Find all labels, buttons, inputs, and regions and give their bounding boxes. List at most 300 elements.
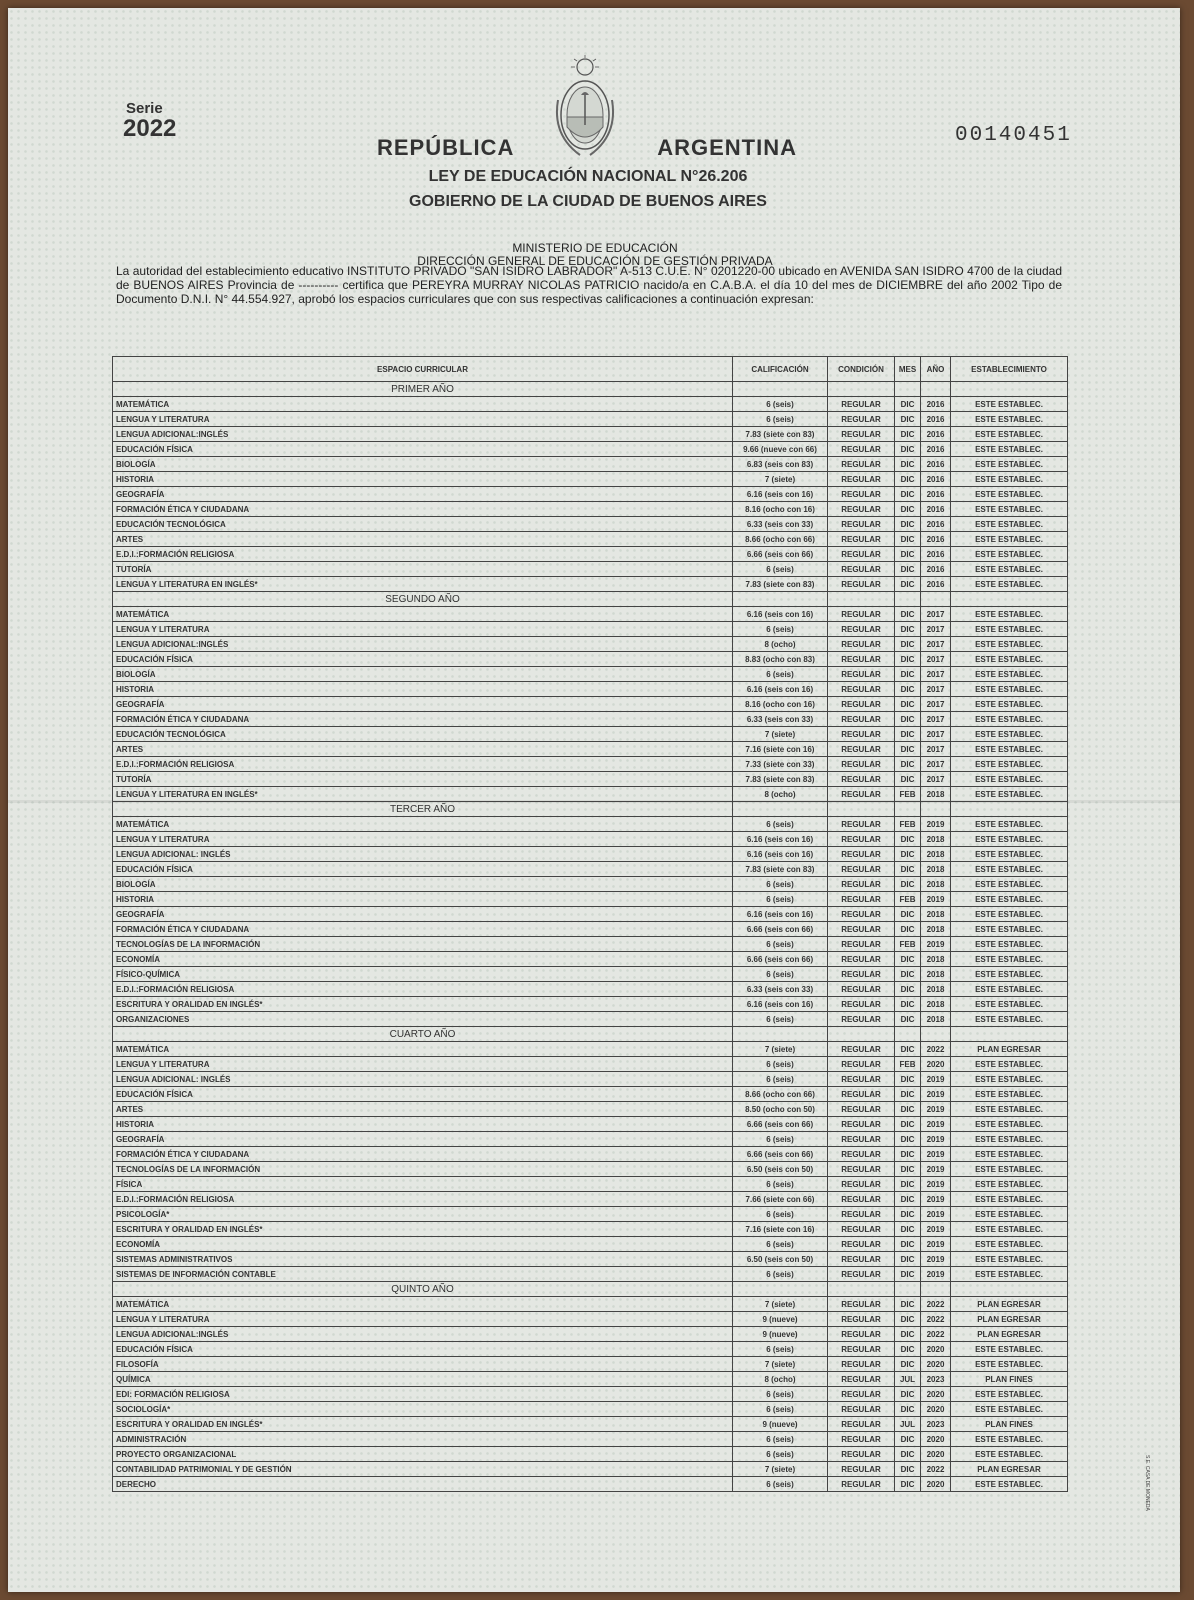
table-row xyxy=(113,1162,1068,1177)
series-label: Serie xyxy=(126,100,163,117)
table-row xyxy=(113,892,1068,907)
subject-cell: ADMINISTRACIÓN xyxy=(113,1432,733,1447)
year-cell: 2017 xyxy=(921,667,951,682)
subject-cell: FILOSOFÍA xyxy=(113,1357,733,1372)
condition-cell: REGULAR xyxy=(828,1162,895,1177)
year-cell: 2018 xyxy=(921,997,951,1012)
grade-cell: 6 (seis) xyxy=(733,1387,828,1402)
year-cell: 2019 xyxy=(921,1087,951,1102)
year-cell: 2016 xyxy=(921,517,951,532)
table-row xyxy=(113,1087,1068,1102)
empty-cell xyxy=(733,802,828,817)
subject-cell: LENGUA ADICIONAL:INGLÉS xyxy=(113,427,733,442)
condition-cell: REGULAR xyxy=(828,922,895,937)
table-row xyxy=(113,832,1068,847)
month-cell: FEB xyxy=(895,817,921,832)
grade-cell: 6.16 (seis con 16) xyxy=(733,832,828,847)
condition-cell: REGULAR xyxy=(828,622,895,637)
year-cell: 2016 xyxy=(921,532,951,547)
grade-cell: 7.83 (siete con 83) xyxy=(733,862,828,877)
subject-cell: BIOLOGÍA xyxy=(113,667,733,682)
subject-cell: HISTORIA xyxy=(113,892,733,907)
month-cell: DIC xyxy=(895,457,921,472)
establishment-cell: ESTE ESTABLEC. xyxy=(951,742,1068,757)
grade-cell: 7.83 (siete con 83) xyxy=(733,772,828,787)
month-cell: DIC xyxy=(895,1447,921,1462)
establishment-cell: ESTE ESTABLEC. xyxy=(951,1402,1068,1417)
condition-cell: REGULAR xyxy=(828,682,895,697)
condition-cell: REGULAR xyxy=(828,1357,895,1372)
establishment-cell: ESTE ESTABLEC. xyxy=(951,697,1068,712)
condition-cell: REGULAR xyxy=(828,1222,895,1237)
table-row xyxy=(113,1477,1068,1492)
establishment-cell: ESTE ESTABLEC. xyxy=(951,682,1068,697)
establishment-cell: ESTE ESTABLEC. xyxy=(951,922,1068,937)
year-title: SEGUNDO AÑO xyxy=(113,592,733,607)
subject-cell: LENGUA ADICIONAL: INGLÉS xyxy=(113,847,733,862)
grade-cell: 6 (seis) xyxy=(733,1267,828,1282)
month-cell: DIC xyxy=(895,1462,921,1477)
condition-cell: REGULAR xyxy=(828,1387,895,1402)
condition-cell: REGULAR xyxy=(828,412,895,427)
establishment-cell: ESTE ESTABLEC. xyxy=(951,712,1068,727)
subject-cell: LENGUA Y LITERATURA xyxy=(113,1312,733,1327)
grade-cell: 6 (seis) xyxy=(733,1477,828,1492)
grade-cell: 8.50 (ocho con 50) xyxy=(733,1102,828,1117)
grade-cell: 7 (siete) xyxy=(733,727,828,742)
grades-body xyxy=(113,382,1068,1492)
establishment-cell: ESTE ESTABLEC. xyxy=(951,997,1068,1012)
grade-cell: 8 (ocho) xyxy=(733,787,828,802)
subject-cell: LENGUA ADICIONAL:INGLÉS xyxy=(113,637,733,652)
condition-cell: REGULAR xyxy=(828,847,895,862)
establishment-cell: ESTE ESTABLEC. xyxy=(951,1387,1068,1402)
empty-cell xyxy=(921,382,951,397)
condition-cell: REGULAR xyxy=(828,757,895,772)
month-cell: DIC xyxy=(895,1132,921,1147)
establishment-cell: ESTE ESTABLEC. xyxy=(951,1132,1068,1147)
subject-cell: GEOGRAFÍA xyxy=(113,697,733,712)
establishment-cell: ESTE ESTABLEC. xyxy=(951,562,1068,577)
year-cell: 2022 xyxy=(921,1297,951,1312)
establishment-cell: PLAN FINES xyxy=(951,1417,1068,1432)
condition-cell: REGULAR xyxy=(828,1102,895,1117)
empty-cell xyxy=(951,1282,1068,1297)
year-cell: 2020 xyxy=(921,1432,951,1447)
table-row xyxy=(113,1327,1068,1342)
table-row xyxy=(113,757,1068,772)
condition-cell: REGULAR xyxy=(828,667,895,682)
year-cell: 2023 xyxy=(921,1372,951,1387)
month-cell: FEB xyxy=(895,892,921,907)
month-cell: DIC xyxy=(895,922,921,937)
empty-cell xyxy=(921,1027,951,1042)
year-section-row xyxy=(113,592,1068,607)
month-cell: FEB xyxy=(895,937,921,952)
table-row xyxy=(113,487,1068,502)
month-cell: DIC xyxy=(895,1402,921,1417)
establishment-cell: ESTE ESTABLEC. xyxy=(951,757,1068,772)
year-cell: 2019 xyxy=(921,937,951,952)
month-cell: DIC xyxy=(895,502,921,517)
grade-cell: 7.16 (siete con 16) xyxy=(733,1222,828,1237)
series-year: 2022 xyxy=(123,115,177,142)
table-row xyxy=(113,577,1068,592)
year-cell: 2016 xyxy=(921,427,951,442)
grade-cell: 7.33 (siete con 33) xyxy=(733,757,828,772)
subject-cell: TUTORÍA xyxy=(113,772,733,787)
month-cell: DIC xyxy=(895,967,921,982)
condition-cell: REGULAR xyxy=(828,1402,895,1417)
grade-cell: 7.16 (siete con 16) xyxy=(733,742,828,757)
subject-cell: EDUCACIÓN FÍSICA xyxy=(113,652,733,667)
condition-cell: REGULAR xyxy=(828,832,895,847)
year-cell: 2017 xyxy=(921,682,951,697)
month-cell: DIC xyxy=(895,1477,921,1492)
subject-cell: FORMACIÓN ÉTICA Y CIUDADANA xyxy=(113,502,733,517)
government-line: GOBIERNO DE LA CIUDAD DE BUENOS AIRES xyxy=(409,193,767,210)
month-cell: DIC xyxy=(895,517,921,532)
empty-cell xyxy=(828,592,895,607)
month-cell: DIC xyxy=(895,1072,921,1087)
establishment-cell: ESTE ESTABLEC. xyxy=(951,577,1068,592)
condition-cell: REGULAR xyxy=(828,727,895,742)
table-row xyxy=(113,1417,1068,1432)
month-cell: DIC xyxy=(895,742,921,757)
establishment-cell: ESTE ESTABLEC. xyxy=(951,532,1068,547)
table-row xyxy=(113,472,1068,487)
establishment-cell: ESTE ESTABLEC. xyxy=(951,487,1068,502)
empty-cell xyxy=(828,802,895,817)
grade-cell: 6 (seis) xyxy=(733,937,828,952)
table-row xyxy=(113,442,1068,457)
month-cell: DIC xyxy=(895,1102,921,1117)
establishment-cell: ESTE ESTABLEC. xyxy=(951,1357,1068,1372)
table-row xyxy=(113,1387,1068,1402)
year-cell: 2020 xyxy=(921,1402,951,1417)
establishment-cell: ESTE ESTABLEC. xyxy=(951,427,1068,442)
month-cell: DIC xyxy=(895,472,921,487)
empty-cell xyxy=(733,1282,828,1297)
year-cell: 2019 xyxy=(921,1162,951,1177)
subject-cell: ESCRITURA Y ORALIDAD EN INGLÉS* xyxy=(113,1222,733,1237)
condition-cell: REGULAR xyxy=(828,397,895,412)
subject-cell: HISTORIA xyxy=(113,472,733,487)
month-cell: DIC xyxy=(895,1207,921,1222)
establishment-cell: ESTE ESTABLEC. xyxy=(951,1012,1068,1027)
month-cell: DIC xyxy=(895,952,921,967)
subject-cell: SISTEMAS DE INFORMACIÓN CONTABLE xyxy=(113,1267,733,1282)
year-section-row xyxy=(113,1027,1068,1042)
grade-cell: 6 (seis) xyxy=(733,1402,828,1417)
grade-cell: 6 (seis) xyxy=(733,1342,828,1357)
condition-cell: REGULAR xyxy=(828,1207,895,1222)
establishment-cell: ESTE ESTABLEC. xyxy=(951,937,1068,952)
month-cell: DIC xyxy=(895,1147,921,1162)
empty-cell xyxy=(921,1282,951,1297)
establishment-cell: ESTE ESTABLEC. xyxy=(951,607,1068,622)
table-row xyxy=(113,1012,1068,1027)
condition-cell: REGULAR xyxy=(828,907,895,922)
grade-cell: 7 (siete) xyxy=(733,1042,828,1057)
grade-cell: 6.16 (seis con 16) xyxy=(733,607,828,622)
subject-cell: MATEMÁTICA xyxy=(113,397,733,412)
condition-cell: REGULAR xyxy=(828,1297,895,1312)
empty-cell xyxy=(733,382,828,397)
subject-cell: E.D.I.:FORMACIÓN RELIGIOSA xyxy=(113,757,733,772)
grades-table xyxy=(112,356,1068,1492)
year-cell: 2018 xyxy=(921,1012,951,1027)
empty-cell xyxy=(951,592,1068,607)
month-cell: DIC xyxy=(895,1192,921,1207)
month-cell: DIC xyxy=(895,667,921,682)
republic-title xyxy=(377,135,797,161)
grade-cell: 6 (seis) xyxy=(733,1012,828,1027)
subject-cell: FÍSICO-QUÍMICA xyxy=(113,967,733,982)
establishment-cell: ESTE ESTABLEC. xyxy=(951,772,1068,787)
grade-cell: 9 (nueve) xyxy=(733,1327,828,1342)
table-row xyxy=(113,1072,1068,1087)
table-row xyxy=(113,787,1068,802)
condition-cell: REGULAR xyxy=(828,442,895,457)
establishment-cell: ESTE ESTABLEC. xyxy=(951,847,1068,862)
grade-cell: 9 (nueve) xyxy=(733,1417,828,1432)
subject-cell: FORMACIÓN ÉTICA Y CIUDADANA xyxy=(113,922,733,937)
year-title: QUINTO AÑO xyxy=(113,1282,733,1297)
table-row xyxy=(113,1147,1068,1162)
subject-cell: TUTORÍA xyxy=(113,562,733,577)
condition-cell: REGULAR xyxy=(828,1087,895,1102)
establishment-cell: ESTE ESTABLEC. xyxy=(951,412,1068,427)
month-cell: DIC xyxy=(895,682,921,697)
condition-cell: REGULAR xyxy=(828,1372,895,1387)
grade-cell: 8.66 (ocho con 66) xyxy=(733,1087,828,1102)
grade-cell: 7 (siete) xyxy=(733,1357,828,1372)
law-line: LEY DE EDUCACIÓN NACIONAL N°26.206 xyxy=(428,168,748,185)
grade-cell: 6.66 (seis con 66) xyxy=(733,952,828,967)
grade-cell: 6 (seis) xyxy=(733,1432,828,1447)
establishment-cell: ESTE ESTABLEC. xyxy=(951,397,1068,412)
establishment-cell: PLAN EGRESAR xyxy=(951,1297,1068,1312)
grade-cell: 6 (seis) xyxy=(733,892,828,907)
subject-cell: LENGUA Y LITERATURA EN INGLÉS* xyxy=(113,787,733,802)
grade-cell: 6 (seis) xyxy=(733,817,828,832)
month-cell: DIC xyxy=(895,1252,921,1267)
table-row xyxy=(113,547,1068,562)
establishment-cell: ESTE ESTABLEC. xyxy=(951,952,1068,967)
month-cell: DIC xyxy=(895,637,921,652)
grade-cell: 6 (seis) xyxy=(733,1072,828,1087)
month-cell: DIC xyxy=(895,652,921,667)
subject-cell: LENGUA ADICIONAL:INGLÉS xyxy=(113,1327,733,1342)
table-row xyxy=(113,1357,1068,1372)
month-cell: DIC xyxy=(895,1387,921,1402)
year-cell: 2019 xyxy=(921,1072,951,1087)
grade-cell: 8 (ocho) xyxy=(733,1372,828,1387)
table-row xyxy=(113,1057,1068,1072)
grade-cell: 8.83 (ocho con 83) xyxy=(733,652,828,667)
subject-cell: PROYECTO ORGANIZACIONAL xyxy=(113,1447,733,1462)
empty-cell xyxy=(921,802,951,817)
year-cell: 2017 xyxy=(921,637,951,652)
establishment-cell: ESTE ESTABLEC. xyxy=(951,547,1068,562)
year-cell: 2019 xyxy=(921,1132,951,1147)
table-row xyxy=(113,637,1068,652)
month-cell: DIC xyxy=(895,487,921,502)
subject-cell: ARTES xyxy=(113,532,733,547)
subject-cell: MATEMÁTICA xyxy=(113,1297,733,1312)
year-cell: 2019 xyxy=(921,1237,951,1252)
table-row xyxy=(113,412,1068,427)
condition-cell: REGULAR xyxy=(828,1342,895,1357)
condition-cell: REGULAR xyxy=(828,487,895,502)
condition-cell: REGULAR xyxy=(828,982,895,997)
condition-cell: REGULAR xyxy=(828,607,895,622)
argentina-word: ARGENTINA xyxy=(657,135,797,160)
year-cell: 2022 xyxy=(921,1042,951,1057)
grade-cell: 6.66 (seis con 66) xyxy=(733,1147,828,1162)
grade-cell: 9 (nueve) xyxy=(733,1312,828,1327)
table-row xyxy=(113,1312,1068,1327)
month-cell: DIC xyxy=(895,1327,921,1342)
establishment-cell: ESTE ESTABLEC. xyxy=(951,967,1068,982)
establishment-cell: ESTE ESTABLEC. xyxy=(951,1222,1068,1237)
month-cell: DIC xyxy=(895,1117,921,1132)
condition-cell: REGULAR xyxy=(828,502,895,517)
year-cell: 2019 xyxy=(921,892,951,907)
year-cell: 2019 xyxy=(921,1222,951,1237)
year-cell: 2016 xyxy=(921,412,951,427)
empty-cell xyxy=(733,1027,828,1042)
subject-cell: ESCRITURA Y ORALIDAD EN INGLÉS* xyxy=(113,997,733,1012)
establishment-cell: ESTE ESTABLEC. xyxy=(951,862,1068,877)
month-cell: FEB xyxy=(895,1057,921,1072)
establishment-cell: PLAN FINES xyxy=(951,1372,1068,1387)
table-row xyxy=(113,1267,1068,1282)
year-cell: 2017 xyxy=(921,652,951,667)
year-cell: 2022 xyxy=(921,1462,951,1477)
condition-cell: REGULAR xyxy=(828,652,895,667)
col-condition: CONDICIÓN xyxy=(828,357,895,382)
subject-cell: ARTES xyxy=(113,742,733,757)
month-cell: DIC xyxy=(895,1012,921,1027)
subject-cell: GEOGRAFÍA xyxy=(113,907,733,922)
month-cell: DIC xyxy=(895,877,921,892)
condition-cell: REGULAR xyxy=(828,967,895,982)
year-cell: 2020 xyxy=(921,1342,951,1357)
month-cell: DIC xyxy=(895,1312,921,1327)
empty-cell xyxy=(951,382,1068,397)
establishment-cell: ESTE ESTABLEC. xyxy=(951,622,1068,637)
year-cell: 2020 xyxy=(921,1387,951,1402)
year-cell: 2017 xyxy=(921,607,951,622)
subject-cell: PSICOLOGÍA* xyxy=(113,1207,733,1222)
year-cell: 2020 xyxy=(921,1477,951,1492)
year-cell: 2016 xyxy=(921,577,951,592)
condition-cell: REGULAR xyxy=(828,1267,895,1282)
establishment-cell: ESTE ESTABLEC. xyxy=(951,982,1068,997)
month-cell: DIC xyxy=(895,757,921,772)
subject-cell: TECNOLOGÍAS DE LA INFORMACIÓN xyxy=(113,1162,733,1177)
table-row xyxy=(113,772,1068,787)
subject-cell: SOCIOLOGÍA* xyxy=(113,1402,733,1417)
table-row xyxy=(113,1117,1068,1132)
establishment-cell: ESTE ESTABLEC. xyxy=(951,907,1068,922)
condition-cell: REGULAR xyxy=(828,1192,895,1207)
grade-cell: 8 (ocho) xyxy=(733,637,828,652)
month-cell: JUL xyxy=(895,1417,921,1432)
subject-cell: GEOGRAFÍA xyxy=(113,487,733,502)
year-cell: 2018 xyxy=(921,787,951,802)
table-row xyxy=(113,1207,1068,1222)
year-cell: 2017 xyxy=(921,727,951,742)
year-cell: 2016 xyxy=(921,547,951,562)
year-cell: 2016 xyxy=(921,487,951,502)
establishment-cell: ESTE ESTABLEC. xyxy=(951,1057,1068,1072)
year-cell: 2019 xyxy=(921,1102,951,1117)
establishment-cell: ESTE ESTABLEC. xyxy=(951,832,1068,847)
month-cell: DIC xyxy=(895,982,921,997)
printer-mark: S.E. CASA DE MONEDA xyxy=(1144,1455,1150,1511)
year-cell: 2018 xyxy=(921,877,951,892)
empty-cell xyxy=(895,1282,921,1297)
year-cell: 2017 xyxy=(921,712,951,727)
condition-cell: REGULAR xyxy=(828,877,895,892)
subject-cell: EDUCACIÓN FÍSICA xyxy=(113,442,733,457)
table-row xyxy=(113,877,1068,892)
month-cell: DIC xyxy=(895,1042,921,1057)
condition-cell: REGULAR xyxy=(828,1417,895,1432)
grade-cell: 9.66 (nueve con 66) xyxy=(733,442,828,457)
grade-cell: 7 (siete) xyxy=(733,1297,828,1312)
condition-cell: REGULAR xyxy=(828,952,895,967)
month-cell: DIC xyxy=(895,1297,921,1312)
year-cell: 2019 xyxy=(921,1252,951,1267)
grade-cell: 6 (seis) xyxy=(733,397,828,412)
republic-word: REPÚBLICA xyxy=(377,135,515,160)
establishment-cell: ESTE ESTABLEC. xyxy=(951,667,1068,682)
grade-cell: 6 (seis) xyxy=(733,877,828,892)
grade-cell: 6 (seis) xyxy=(733,667,828,682)
subject-cell: EDUCACIÓN FÍSICA xyxy=(113,862,733,877)
month-cell: DIC xyxy=(895,1087,921,1102)
establishment-cell: ESTE ESTABLEC. xyxy=(951,472,1068,487)
empty-cell xyxy=(828,1282,895,1297)
subject-cell: E.D.I.:FORMACIÓN RELIGIOSA xyxy=(113,547,733,562)
establishment-cell: PLAN EGRESAR xyxy=(951,1327,1068,1342)
year-cell: 2019 xyxy=(921,1117,951,1132)
subject-cell: EDI: FORMACIÓN RELIGIOSA xyxy=(113,1387,733,1402)
condition-cell: REGULAR xyxy=(828,862,895,877)
empty-cell xyxy=(951,802,1068,817)
year-cell: 2018 xyxy=(921,922,951,937)
condition-cell: REGULAR xyxy=(828,997,895,1012)
establishment-cell: ESTE ESTABLEC. xyxy=(951,727,1068,742)
condition-cell: REGULAR xyxy=(828,547,895,562)
empty-cell xyxy=(895,382,921,397)
subject-cell: LENGUA Y LITERATURA xyxy=(113,412,733,427)
establishment-cell: ESTE ESTABLEC. xyxy=(951,817,1068,832)
subject-cell: LENGUA Y LITERATURA xyxy=(113,1057,733,1072)
subject-cell: FORMACIÓN ÉTICA Y CIUDADANA xyxy=(113,712,733,727)
grade-cell: 7.66 (siete con 66) xyxy=(733,1192,828,1207)
year-cell: 2017 xyxy=(921,757,951,772)
empty-cell xyxy=(951,1027,1068,1042)
grade-cell: 8.16 (ocho con 16) xyxy=(733,502,828,517)
condition-cell: REGULAR xyxy=(828,1057,895,1072)
year-section-row xyxy=(113,382,1068,397)
condition-cell: REGULAR xyxy=(828,517,895,532)
